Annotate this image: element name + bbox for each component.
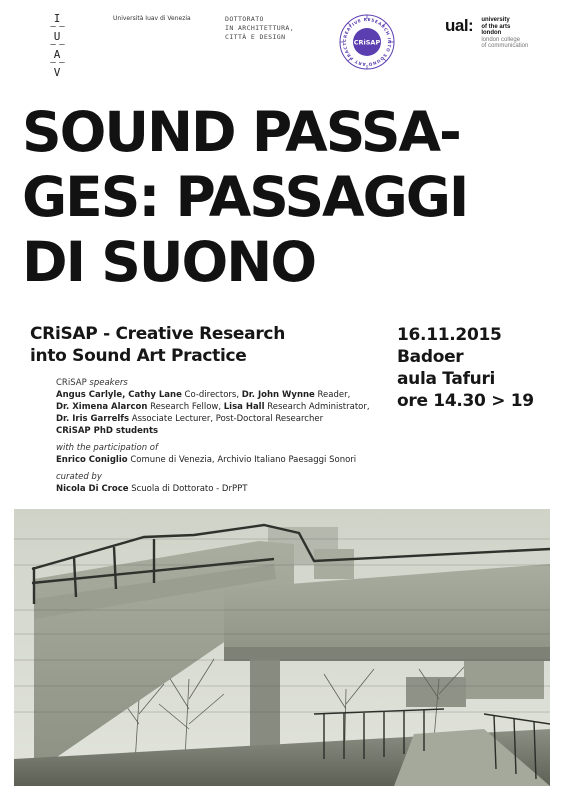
speakers-line: CRiSAP PhD students [56, 426, 159, 436]
iuav-logo: I – – U – – A – – V [50, 12, 64, 79]
crisap-ring-text: CREATIVE RESEARCH INTO SOUND ART PRACT [341, 16, 393, 68]
poster-title [22, 100, 562, 295]
title-line: GES: PASSAGGI [22, 165, 468, 229]
speakers-line: Dr. Iris Garrelfs Associate Lecturer, Post-Doctoral Researcher [56, 414, 324, 424]
subtitle-line: CRiSAP - Creative Research [30, 324, 285, 344]
event-venue: Badoer [397, 347, 464, 367]
university-name: Università Iuav di Venezia [113, 15, 191, 22]
event-time: ore 14.30 > 19 [397, 391, 534, 411]
ual-mark: ual: [445, 16, 474, 35]
dottorato-name [225, 15, 294, 42]
speakers-line: Angus Carlyle, Cathy Lane Co-directors, Dr. John Wynne Reader, [56, 390, 351, 400]
walkway-photo [14, 509, 550, 786]
speakers-line: Dr. Ximena Alarcon Research Fellow, Lisa Hall Research Administrator, [56, 402, 370, 412]
participant-line: Enrico Coniglio Comune di Venezia, Archivio Italiano Paesaggi Sonori [56, 455, 357, 465]
dottorato-line: IN ARCHITETTURA, [225, 24, 295, 32]
title-line: SOUND PASSA- [22, 100, 460, 164]
ual-college-line: london college [481, 36, 521, 43]
crisap-logo [339, 14, 395, 70]
title-line: DI SUONO [22, 230, 316, 294]
iuav-letter: U [53, 30, 61, 43]
subtitle [30, 323, 285, 367]
crisap-logo-label: CRiSAP [353, 38, 381, 47]
iuav-letter: V [53, 66, 61, 79]
participation-label: with the participation of [56, 443, 158, 453]
speakers-label: CRiSAP speakers [56, 378, 128, 388]
credits [56, 377, 396, 495]
event-details [397, 324, 534, 412]
ual-line: of the arts [481, 23, 511, 30]
ual-logo [445, 16, 528, 50]
curated-label: curated by [56, 472, 102, 482]
event-date: 16.11.2015 [397, 325, 502, 345]
ual-college-line: of communication [481, 43, 529, 49]
ual-line: london [481, 30, 502, 36]
event-room: aula Tafuri [397, 369, 496, 389]
dottorato-line: DOTTORATO [225, 15, 264, 23]
subtitle-line: into Sound Art Practice [30, 346, 247, 366]
dottorato-line: CITTÀ E DESIGN [225, 33, 286, 41]
curator-line: Nicola Di Croce Scuola di Dottorato - DrPPT [56, 484, 248, 494]
iuav-letter: I [53, 12, 61, 25]
iuav-letter: A [53, 48, 61, 61]
ual-line: university [481, 17, 510, 23]
